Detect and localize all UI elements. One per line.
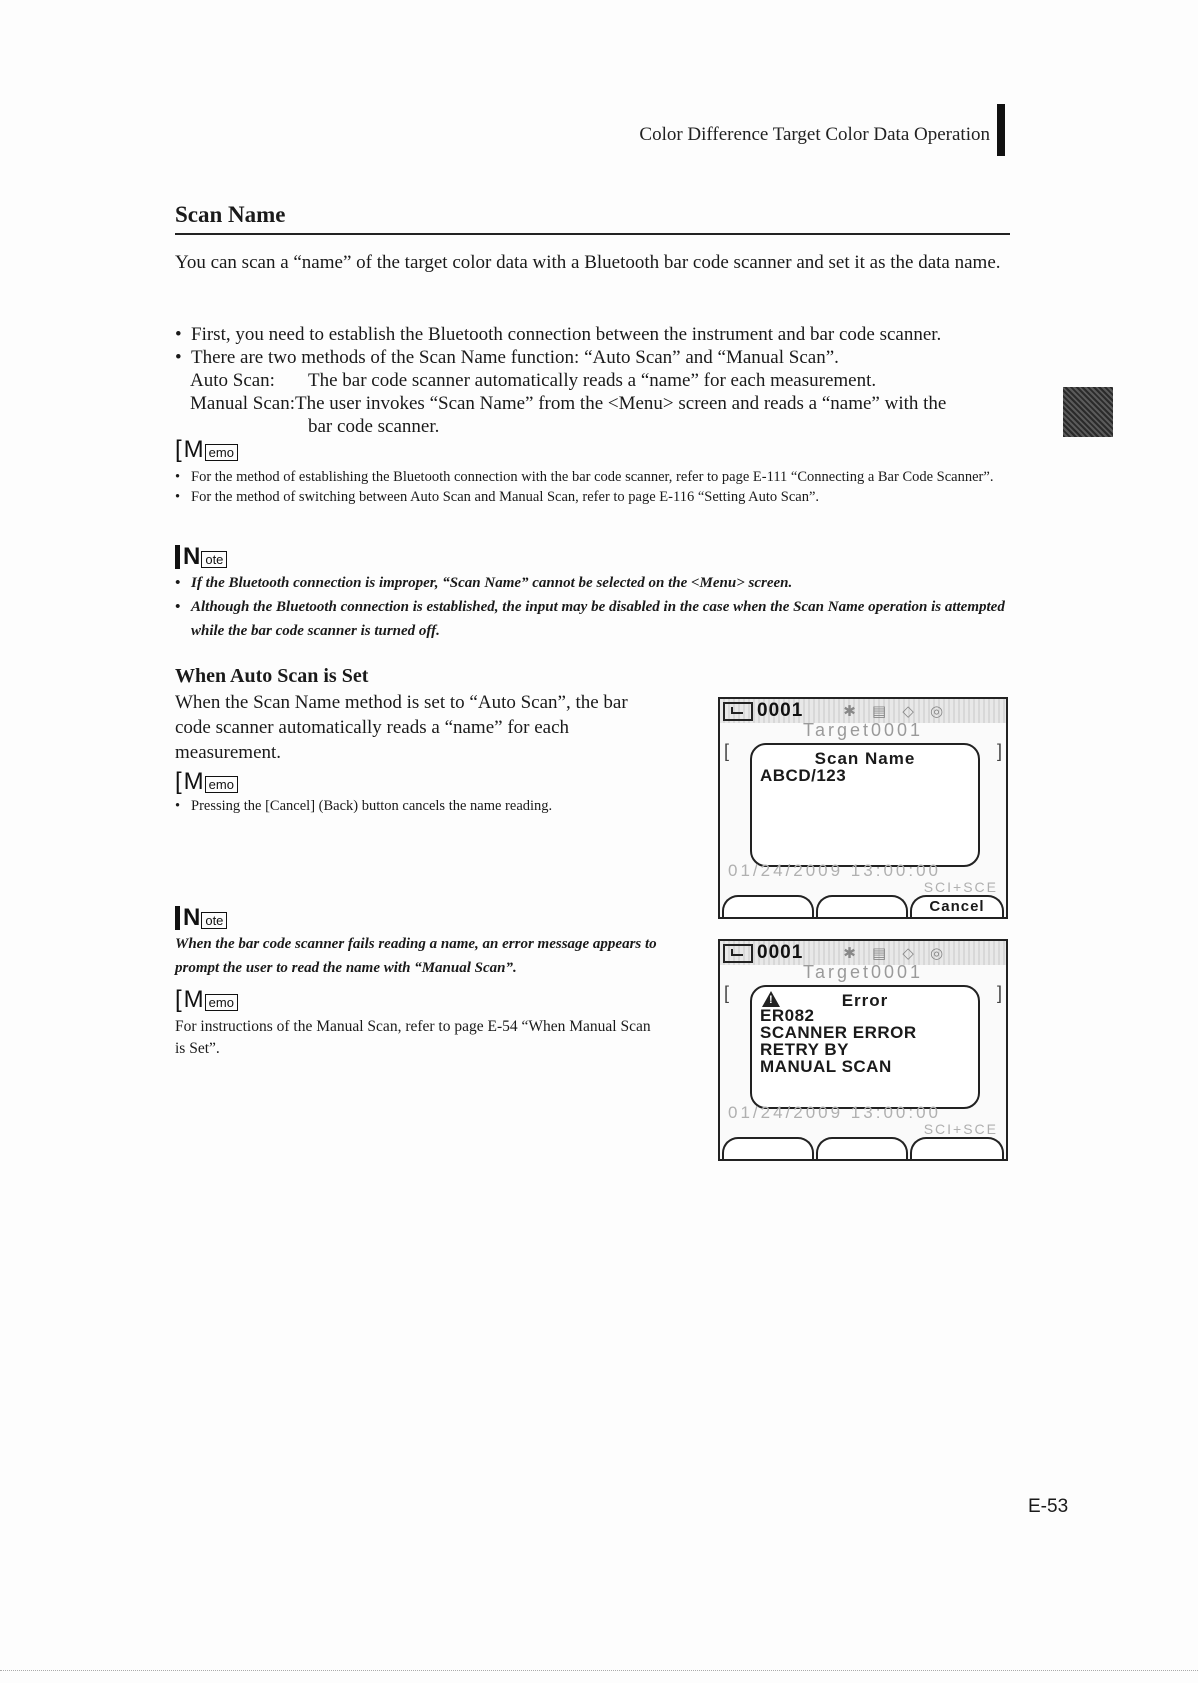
auto-scan-body: When the Scan Name method is set to “Auto Scan”, the bar code scanner automatically reads a “name” for each measurement. bbox=[175, 692, 628, 763]
target-name: Target0001 bbox=[802, 720, 924, 740]
memo-list bbox=[175, 467, 1010, 507]
auto-scan-desc: The bar code scanner automatically reads a “name” for each measurement. bbox=[308, 370, 877, 391]
list-item: • For the method of establishing the Bluetooth connection with the bar code scanner, refer to page E-111 “Connecting a Bar Code Scanner”. bbox=[175, 467, 1010, 487]
manual-scan-desc-cont: bar code scanner. bbox=[308, 416, 440, 437]
softkey-1[interactable] bbox=[722, 895, 814, 917]
scan-name-dialog bbox=[750, 743, 980, 867]
method-definitions bbox=[190, 369, 1010, 438]
datetime: 01/24/2009 13:00:00 bbox=[728, 861, 941, 880]
dialog-body: ABCD/123 bbox=[760, 766, 847, 785]
list-item: • If the Bluetooth connection is improper, “Scan Name” cannot be selected on the <Menu> screen. bbox=[175, 571, 1015, 595]
data-number-icon bbox=[723, 702, 753, 721]
memo-badge: [ M emo bbox=[175, 988, 238, 1012]
dialog-body: ER082 SCANNER ERROR RETRY BY MANUAL SCAN bbox=[760, 1006, 917, 1076]
list-item: • There are two methods of the Scan Name function: “Auto Scan” and “Manual Scan”. bbox=[175, 346, 1015, 369]
bracket-right: ] bbox=[996, 983, 1002, 1003]
running-header: Color Difference Target Color Data Operation bbox=[639, 124, 990, 145]
bracket-left: [ bbox=[724, 983, 730, 1003]
datetime: 01/24/2009 13:00:00 bbox=[728, 1103, 941, 1122]
bracket-left: [ bbox=[724, 741, 730, 761]
note-list bbox=[175, 571, 1015, 643]
auto-scan-definition bbox=[190, 369, 1010, 392]
section-title: Scan Name bbox=[175, 202, 286, 227]
bottom-edge bbox=[0, 1670, 1198, 1672]
cancel-button[interactable]: Cancel bbox=[910, 895, 1004, 917]
data-number-icon bbox=[723, 944, 753, 963]
auto-scan-memo2: For instructions of the Manual Scan, refer to page E-54 “When Manual Scan is Set”. bbox=[175, 1018, 651, 1057]
softkey-1[interactable] bbox=[722, 1137, 814, 1159]
measurement-mode: SCI+SCE bbox=[923, 1121, 998, 1137]
scan-error-screen bbox=[718, 939, 1008, 1161]
auto-scan-title: When Auto Scan is Set bbox=[175, 665, 369, 687]
status-icons: ✱ ▤ ◇ ◎ bbox=[843, 945, 950, 962]
scan-name-screen bbox=[718, 697, 1008, 919]
note-badge: N ote bbox=[175, 906, 227, 930]
auto-scan-term: Auto Scan: bbox=[190, 370, 275, 391]
memo-badge: [ M emo bbox=[175, 438, 238, 462]
manual-scan-desc: The user invokes “Scan Name” from the <Menu> screen and reads a “name” with the bbox=[295, 393, 947, 414]
memo-badge: [ M emo bbox=[175, 770, 238, 794]
softkey-2[interactable] bbox=[816, 1137, 908, 1159]
manual-scan-definition bbox=[190, 392, 1010, 415]
page-number: E-53 bbox=[1028, 1496, 1069, 1517]
target-name: Target0001 bbox=[802, 962, 924, 982]
note-badge: N ote bbox=[175, 545, 227, 569]
softkey-2[interactable] bbox=[816, 895, 908, 917]
auto-scan-note: When the bar code scanner fails reading a name, an error message appears to prompt the user to read the name with “Manual Scan”. bbox=[175, 936, 657, 976]
softkey-bar bbox=[720, 1137, 1006, 1159]
list-item: • For the method of switching between Auto Scan and Manual Scan, refer to page E-116 “Setting Auto Scan”. bbox=[175, 487, 1010, 507]
title-divider bbox=[175, 233, 1010, 235]
softkey-3[interactable] bbox=[910, 1137, 1004, 1159]
dialog-title: Scan Name bbox=[814, 749, 916, 768]
dialog-title: Error bbox=[841, 991, 889, 1010]
manual-scan-term: Manual Scan: bbox=[190, 393, 296, 414]
intro-bullets bbox=[175, 323, 1015, 369]
data-number: 0001 bbox=[757, 700, 804, 721]
list-item: • Pressing the [Cancel] (Back) button cancels the name reading. bbox=[175, 796, 665, 816]
list-item: • First, you need to establish the Bluetooth connection between the instrument and bar code scanner. bbox=[175, 323, 1015, 346]
status-icons: ✱ ▤ ◇ ◎ bbox=[843, 703, 950, 720]
measurement-mode: SCI+SCE bbox=[923, 879, 998, 895]
intro-paragraph: You can scan a “name” of the target color data with a Bluetooth bar code scanner and set it as the data name. bbox=[175, 252, 1001, 273]
list-item: • Although the Bluetooth connection is established, the input may be disabled in the case when the Scan Name operation is attempted while the bar code scanner is turned off. bbox=[175, 595, 1015, 643]
softkey-bar bbox=[720, 895, 1006, 917]
chapter-side-tab bbox=[1063, 387, 1113, 437]
chapter-marker-bar bbox=[997, 104, 1005, 156]
memo-list bbox=[175, 796, 665, 816]
bracket-right: ] bbox=[996, 741, 1002, 761]
error-dialog bbox=[750, 985, 980, 1109]
data-number: 0001 bbox=[757, 942, 804, 963]
